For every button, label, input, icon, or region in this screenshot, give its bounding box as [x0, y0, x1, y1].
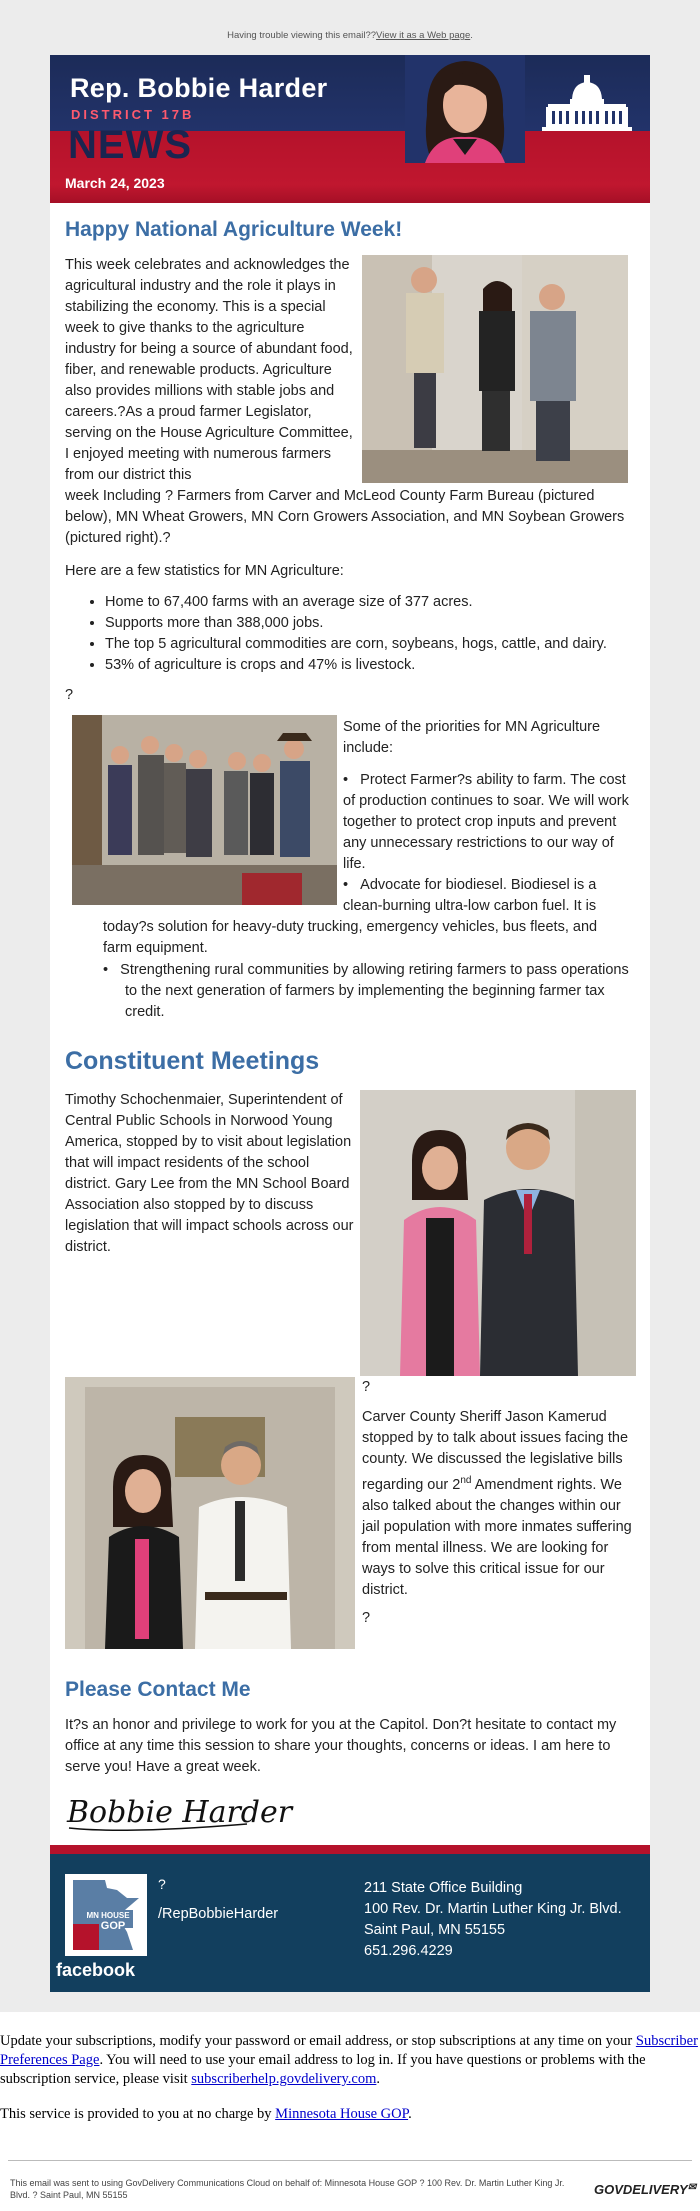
stray-char: ?: [362, 1610, 371, 1626]
priority-item: • Advocate for biodiesel. Biodiesel is a clean-burning ultra-low carbon fuel. It is: [343, 877, 597, 914]
photo-superintendent: [360, 1090, 636, 1376]
stat-item: • Home to 67,400 farms with an average size of 377 acres.: [105, 592, 680, 613]
footer-bar: [50, 1845, 650, 1992]
stray-char: ?: [158, 1876, 166, 1892]
trouble-viewing-text: Having trouble viewing this email??: [227, 30, 377, 41]
district-label: DISTRICT 17B: [71, 107, 195, 122]
subscription-notice: [0, 2032, 700, 2124]
fine-print: This email was sent to using GovDelivery Communications Cloud on behalf of: Minnesota House GOP ? 100 Rev. Dr. Martin Luther King Jr. Blvd. ? Saint Paul, MN 55155: [10, 2178, 565, 2200]
bullet: •: [103, 962, 121, 978]
photo-sheriff: [65, 1377, 355, 1649]
ag-intro-continued: week Including ? Farmers from Carver and McLeod County Farm Bureau (pictured below), MN Wheat Growers, MN Corn Growers Association, and MN Soybean Growers (pictured right).?: [65, 488, 625, 546]
mn-house-gop-logo[interactable]: [65, 1874, 147, 1956]
facebook-handle-link[interactable]: /RepBobbieHarder: [158, 1906, 279, 1922]
logo-text-mnhouse: MN HOUSE: [86, 1911, 130, 1920]
facebook-wordmark[interactable]: facebook: [56, 1960, 136, 1980]
stray-char: ?: [362, 1379, 371, 1395]
meeting-sheriff-text: Carver County Sheriff Jason Kamerud stopped by to talk about issues facing the county. We discussed the legislative bills regarding our 2nd Amendment rights. We also talked about the changes within our jail population with more inmates suffering from mental illness. We are looking for ways to solve this critical issue for our district.: [362, 1409, 632, 1598]
signature-text: Bobbie Harder: [67, 1795, 293, 1830]
constituent-heading: Constituent Meetings: [65, 1047, 320, 1075]
minnesota-map-icon: [65, 1874, 147, 1956]
priorities-intro: Some of the priorities for MN Agriculture include:: [343, 719, 601, 756]
service-paragraph: This service is provided to you at no charge by Minnesota House GOP.: [0, 2106, 412, 2122]
signature-image: [65, 1788, 293, 1836]
priority-item: • Protect Farmer?s ability to farm. The cost of production continues to soar. We will work together to protect crop inputs and prevent any unnecessary restrictions to our way of life.: [343, 772, 629, 872]
ag-photo-three-people: [362, 255, 628, 483]
ag-intro-text: This week celebrates and acknowledges the agricultural industry and the role it plays in stabilizing the economy. This is a special week to give thanks to the agriculture industry for being a source of abundant food, fiber, and renewable products. Agriculture also provides millions with stable jobs and careers.?As a proud farmer Legislator, serving on the House Agriculture Committee, I enjoyed meeting with numerous farmers from our district this: [65, 257, 353, 483]
bullet: •: [343, 877, 361, 893]
contact-heading: Please Contact Me: [65, 1678, 251, 1701]
capitol-icon: [540, 73, 635, 135]
issue-date: March 24, 2023: [65, 175, 165, 191]
divider: [8, 2160, 692, 2161]
ag-week-heading: Happy National Agriculture Week!: [65, 218, 403, 241]
ag-photo-farm-bureau: [72, 715, 337, 905]
view-web-page-link[interactable]: View it as a Web page: [376, 30, 471, 41]
subscriber-help-link[interactable]: subscriberhelp.govdelivery.com: [191, 2071, 377, 2087]
envelope-icon: ✉: [687, 2182, 697, 2193]
header-banner: [50, 55, 650, 203]
ag-stats-list: [65, 592, 680, 676]
stat-item: • The top 5 agricultural commodities are corn, soybeans, hogs, cattle, and dairy.: [105, 634, 680, 655]
subscriber-preferences-link[interactable]: Subscriber Preferences Page: [0, 2033, 698, 2068]
stat-item: • Supports more than 388,000 jobs.: [105, 613, 680, 634]
minnesota-house-gop-link[interactable]: Minnesota House GOP: [275, 2106, 409, 2122]
rep-portrait: [405, 55, 525, 163]
address-line: 211 State Office Building: [364, 1880, 523, 1896]
ag-stats-intro: Here are a few statistics for MN Agriculture:: [65, 563, 344, 579]
address-line: Saint Paul, MN 55155: [364, 1922, 506, 1938]
view-online-bar: Having trouble viewing this email??View it as a Web page.: [227, 30, 473, 41]
meeting-schochenmaier-text: Timothy Schochenmaier, Superintendent of Central Public Schools in Norwood Young America, stopped by to visit about legislation that will impact residents of the school district. Gary Lee from the MN School Board Association also stopped by to discuss legislation that will impact schools across our district.: [65, 1092, 354, 1255]
phone-number: 651.296.4229: [364, 1943, 453, 1959]
subscription-paragraph: Update your subscriptions, modify your password or email address, or stop subscriptions at any time on your Subscriber Preferences Page. You will need to use your email address to log in. If you have questions or problems with the subscription service, please visit subscriberhelp.govdelivery.com.: [0, 2033, 698, 2087]
stray-char: ?: [65, 687, 74, 703]
bullet: •: [343, 772, 361, 788]
contact-text: It?s an honor and privilege to work for you at the Capitol. Don?t hesitate to contact my office at any time this session to share your thoughts, concerns or ideas. I am here to serve you! Have a great week.: [65, 1717, 617, 1775]
news-title: NEWS: [68, 123, 192, 167]
priority-item: • Strengthening rural communities by allowing retiring farmers to pass operations to the next generation of farmers by implementing the beginning farmer tax credit.: [103, 962, 629, 1020]
logo-text-gop: GOP: [100, 1920, 126, 1932]
office-address: [364, 1878, 622, 1962]
priority-item-continued: today?s solution for heavy-duty trucking, emergency vehicles, bus fleets, and farm equipment.: [103, 919, 598, 956]
govdelivery-logo[interactable]: GOVDELIVERY✉: [594, 2182, 697, 2197]
stat-item: • 53% of agriculture is crops and 47% is livestock.: [105, 655, 680, 676]
address-line: 100 Rev. Dr. Martin Luther King Jr. Blvd.: [364, 1901, 622, 1917]
rep-name: Rep. Bobbie Harder: [70, 73, 328, 103]
